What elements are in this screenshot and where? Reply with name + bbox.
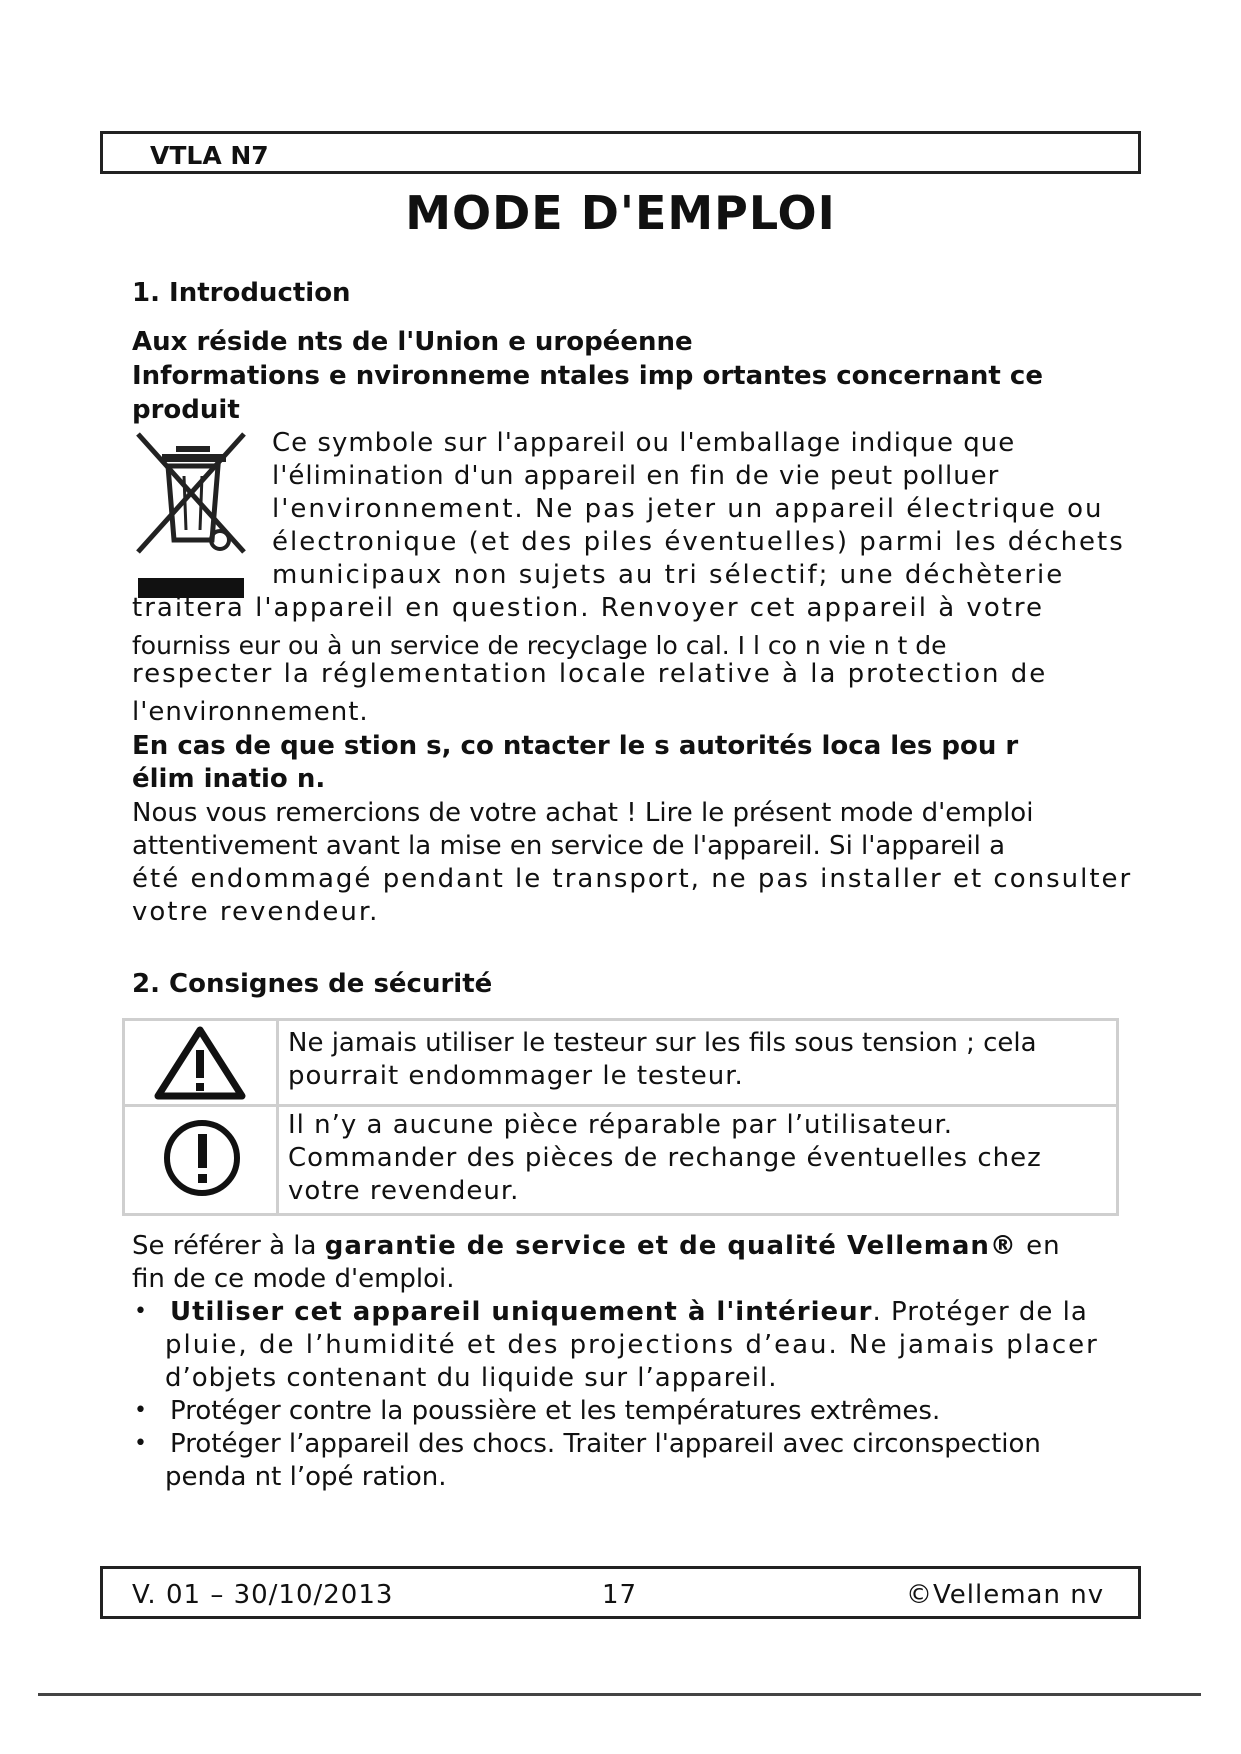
guarantee-reference: Se référer à la garantie de service et de qualité Velleman® en	[132, 1231, 1061, 1261]
thanks-line: été endommagé pendant le transport, ne pas installer et consulter	[132, 864, 1133, 894]
footer-copyright: ©Velleman nv	[906, 1580, 1105, 1610]
paragraph-line: fourniss eur ou à un service de recyclage lo cal. I l co n vie n t de	[132, 631, 947, 660]
questions-note: En cas de que stion s, co ntacter le s autorités loca les pou r	[132, 731, 1019, 761]
section-1-heading: 1. Introduction	[132, 278, 351, 308]
env-info-heading: Informations e nvironneme ntales imp ortantes concernant ce	[132, 361, 1043, 391]
footer-page-number: 17	[602, 1580, 638, 1610]
weee-text-line: l'élimination d'un appareil en fin de vie peut polluer	[272, 461, 1000, 491]
section-2-heading: 2. Consignes de sécurité	[132, 969, 493, 999]
bullet-item-cont: pluie, de l’humidité et des projections d’eau. Ne jamais placer	[165, 1330, 1099, 1360]
warning-text-line: Ne jamais utiliser le testeur sur les fils sous tension ; cela	[288, 1028, 1037, 1058]
footer-version: V. 01 – 30/10/2013	[132, 1580, 394, 1610]
warning-text-line: votre revendeur.	[288, 1176, 520, 1206]
bullet-item-cont: penda nt l’opé ration.	[165, 1462, 447, 1492]
questions-note-cont: élim inatio n.	[132, 764, 326, 794]
bottom-rule	[38, 1693, 1201, 1696]
paragraph-line: l'environnement.	[132, 697, 369, 727]
bullet-item: Protéger contre la poussière et les températures extrêmes.	[170, 1396, 941, 1426]
bullet-icon: •	[134, 1299, 147, 1324]
paragraph-line: traitera l'appareil en question. Renvoyer cet appareil à votre	[132, 593, 1045, 623]
thanks-line: Nous vous remercions de votre achat ! Lire le présent mode d'emploi	[132, 798, 1034, 828]
weee-text-line: électronique (et des piles éventuelles) parmi les déchets	[272, 527, 1125, 557]
bullet-icon: •	[134, 1398, 147, 1423]
warning-text-line: Il n’y a aucune pièce réparable par l’utilisateur.	[288, 1110, 954, 1140]
thanks-line: attentivement avant la mise en service de l'appareil. Si l'appareil a	[132, 831, 1006, 861]
weee-text-line: municipaux non sujets au tri sélectif; une déchèterie	[272, 560, 1065, 590]
exclamation-circle-icon	[162, 1118, 242, 1198]
weee-bin-icon	[132, 428, 252, 600]
eu-residents-heading: Aux réside nts de l'Union e uropéenne	[132, 327, 693, 357]
weee-text-line: Ce symbole sur l'appareil ou l'emballage indique que	[272, 428, 1016, 458]
warning-text-line: pourrait endommager le testeur.	[288, 1061, 744, 1091]
bullet-item: Protéger l’appareil des chocs. Traiter l'appareil avec circonspection	[170, 1429, 1041, 1459]
bullet-icon: •	[134, 1431, 147, 1456]
guarantee-reference-cont: fin de ce mode d'emploi.	[132, 1264, 455, 1294]
paragraph-line: respecter la réglementation locale relative à la protection de	[132, 659, 1048, 689]
bullet-item: Utiliser cet appareil uniquement à l'intérieur. Protéger de la	[170, 1297, 1088, 1327]
env-info-heading-cont: produit	[132, 395, 240, 425]
page-title: MODE D'EMPLOI	[405, 186, 836, 240]
weee-text-line: l'environnement. Ne pas jeter un appareil électrique ou	[272, 494, 1104, 524]
bullet-item-cont: d’objets contenant du liquide sur l’appareil.	[165, 1363, 778, 1393]
thanks-line: votre revendeur.	[132, 897, 380, 927]
table-column-divider	[276, 1018, 279, 1216]
warning-triangle-icon	[152, 1024, 248, 1100]
warning-text-line: Commander des pièces de rechange éventuelles chez	[288, 1143, 1042, 1173]
table-row-divider	[122, 1104, 1119, 1107]
model-name: VTLA N7	[150, 141, 269, 170]
